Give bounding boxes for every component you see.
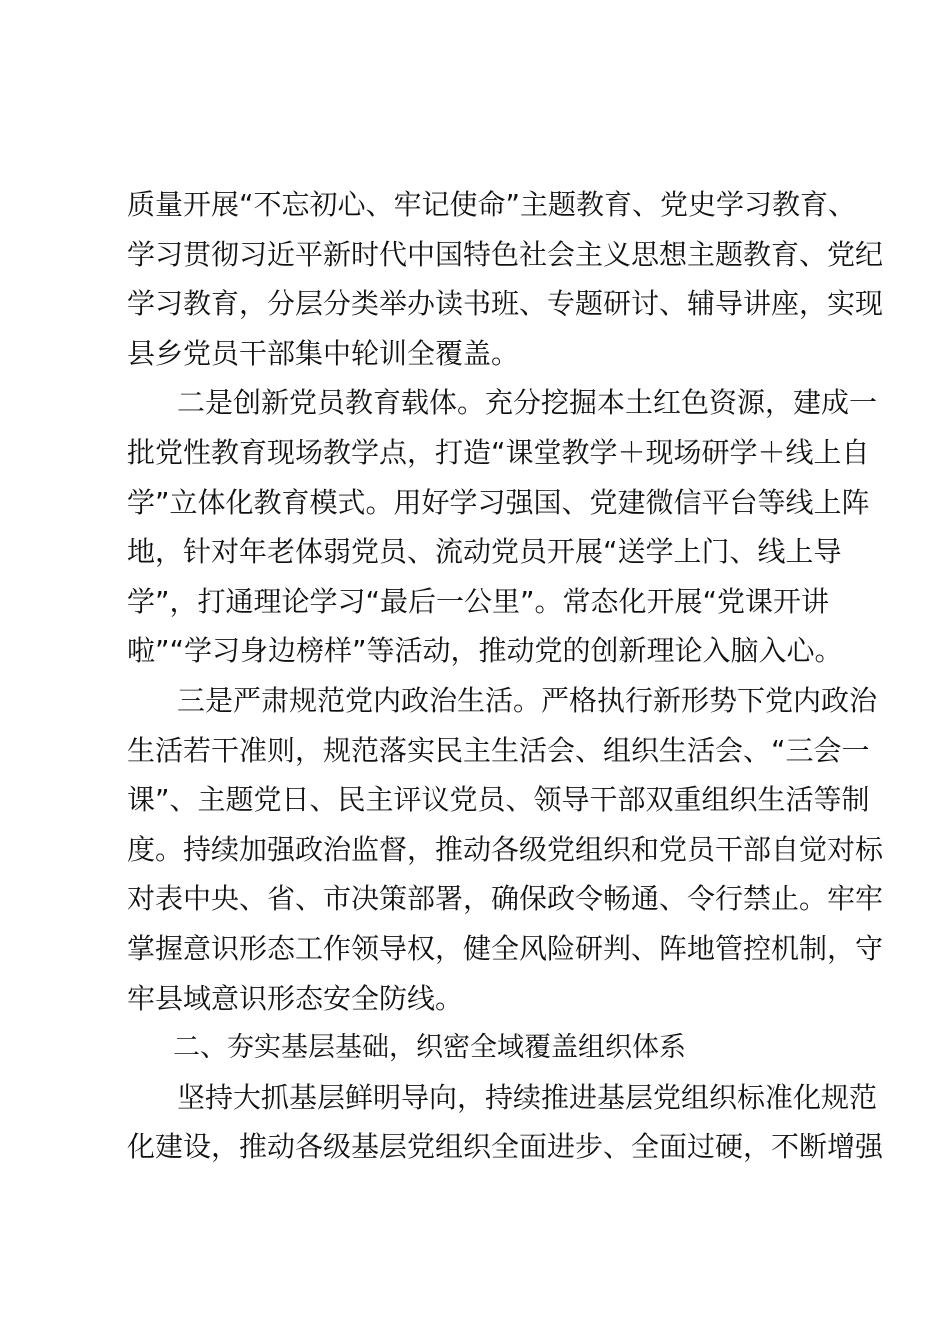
document-body bbox=[127, 180, 884, 1172]
body-line: 啦”“学习身边榜样”等活动，推动党的创新理论入脑入心。 bbox=[127, 634, 843, 668]
body-line: 生活若干准则，规范落实民主生活会、组织生活会、“三会一 bbox=[127, 733, 870, 767]
body-line: 对表中央、省、市决策部署，确保政令畅通、令行禁止。牢牢 bbox=[127, 882, 884, 916]
body-line: 质量开展“不忘初心、牢记使命”主题教育、党史学习教育、 bbox=[127, 188, 857, 221]
section-heading: 二、夯实基层基础，织密全域覆盖组织体系 bbox=[173, 1032, 686, 1064]
body-line: 学”，打通理论学习“最后一公里”。常态化开展“党课开讲 bbox=[127, 584, 830, 618]
body-line: 学习教育，分层分类举办读书班、专题研讨、辅导讲座，实现 bbox=[127, 287, 884, 321]
body-line: 地，针对年老体弱党员、流动党员开展“送学上门、线上导 bbox=[127, 535, 842, 569]
body-line: 课”、主题党日、民主评议党员、领导干部双重组织生活等制 bbox=[127, 783, 870, 817]
paragraph-start-line: 三是严肃规范党内政治生活。严格执行新形势下党内政治 bbox=[177, 683, 878, 717]
body-line: 度。持续加强政治监督，推动各级党组织和党员干部自觉对标 bbox=[127, 832, 884, 866]
paragraph-start-line: 坚持大抓基层鲜明导向，持续推进基层党组织标准化规范 bbox=[177, 1080, 878, 1114]
paragraph-start-line: 二是创新党员教育载体。充分挖掘本土红色资源，建成一 bbox=[177, 386, 878, 420]
body-line: 批党性教育现场教学点，打造“课堂教学＋现场研学＋线上自 bbox=[127, 435, 870, 469]
body-line: 掌握意识形态工作领导权，健全风险研判、阵地管控机制，守 bbox=[127, 931, 884, 965]
body-line: 县乡党员干部集中轮训全覆盖。 bbox=[127, 336, 520, 370]
body-line: 化建设，推动各级基层党组织全面进步、全面过硬，不断增强 bbox=[127, 1130, 884, 1164]
body-line: 牢县域意识形态安全防线。 bbox=[127, 981, 464, 1015]
body-line: 学”立体化教育模式。用好学习强国、党建微信平台等线上阵 bbox=[127, 485, 870, 519]
body-line: 学习贯彻习近平新时代中国特色社会主义思想主题教育、党纪 bbox=[127, 237, 884, 271]
